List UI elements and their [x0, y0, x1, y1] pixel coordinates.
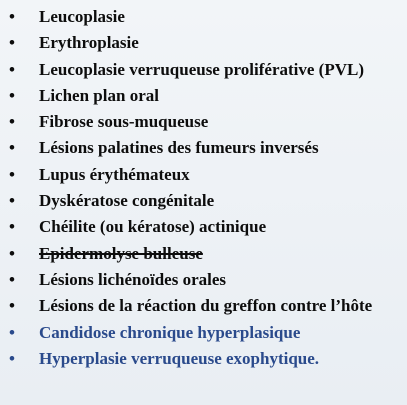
bullet-icon: •	[9, 112, 15, 132]
list-item-label: Leucoplasie	[39, 7, 125, 26]
list-item	[9, 86, 403, 112]
list-item	[9, 296, 403, 322]
list-item	[9, 112, 403, 138]
list-item-label: Candidose chronique hyperplasique	[39, 322, 301, 342]
list-item-label: Hyperplasie verruqueuse exophytique.	[39, 348, 320, 368]
list-item	[9, 60, 403, 86]
bullet-icon: •	[9, 243, 15, 263]
list-item-label: Fibrose sous-muqueuse	[39, 112, 209, 132]
list-item-label: Lichen plan oral	[39, 85, 159, 105]
list-item	[9, 7, 403, 33]
list-item	[9, 165, 403, 191]
bullet-icon: •	[9, 85, 15, 105]
list-item-label: Erythroplasie	[39, 33, 139, 53]
list-item	[9, 270, 403, 296]
bullet-icon: •	[9, 348, 15, 368]
bullet-icon: •	[9, 33, 15, 53]
bullet-icon: •	[9, 164, 15, 184]
list-item-highlighted	[9, 349, 403, 375]
bullet-icon: •	[9, 7, 15, 26]
bullet-icon: •	[9, 191, 15, 211]
list-item	[9, 33, 403, 59]
list-item	[9, 191, 403, 217]
bullet-icon: •	[9, 269, 15, 289]
bullet-icon: •	[9, 59, 15, 79]
lesion-list	[9, 7, 403, 375]
list-item-label: Leucoplasie verruqueuse proliférative (PVL)	[39, 59, 365, 79]
list-item-label: Epidermolyse bulleuse	[39, 243, 203, 263]
list-item	[9, 138, 403, 164]
list-item-label: Lésions lichénoïdes orales	[39, 269, 227, 289]
bullet-icon: •	[9, 322, 15, 342]
list-item-label: Lésions de la réaction du greffon contre l’hôte	[39, 296, 373, 316]
bullet-icon: •	[9, 217, 15, 237]
list-item	[9, 217, 403, 243]
bullet-icon: •	[9, 138, 15, 158]
bullet-icon: •	[9, 296, 15, 316]
list-item-label: Chéilite (ou kératose) actinique	[39, 217, 267, 237]
list-item-highlighted	[9, 323, 403, 349]
list-item-struck	[9, 244, 403, 270]
list-item-label: Lésions palatines des fumeurs inversés	[39, 138, 319, 158]
list-item-label: Dyskératose congénitale	[39, 191, 215, 211]
list-item-label: Lupus érythémateux	[39, 164, 190, 184]
